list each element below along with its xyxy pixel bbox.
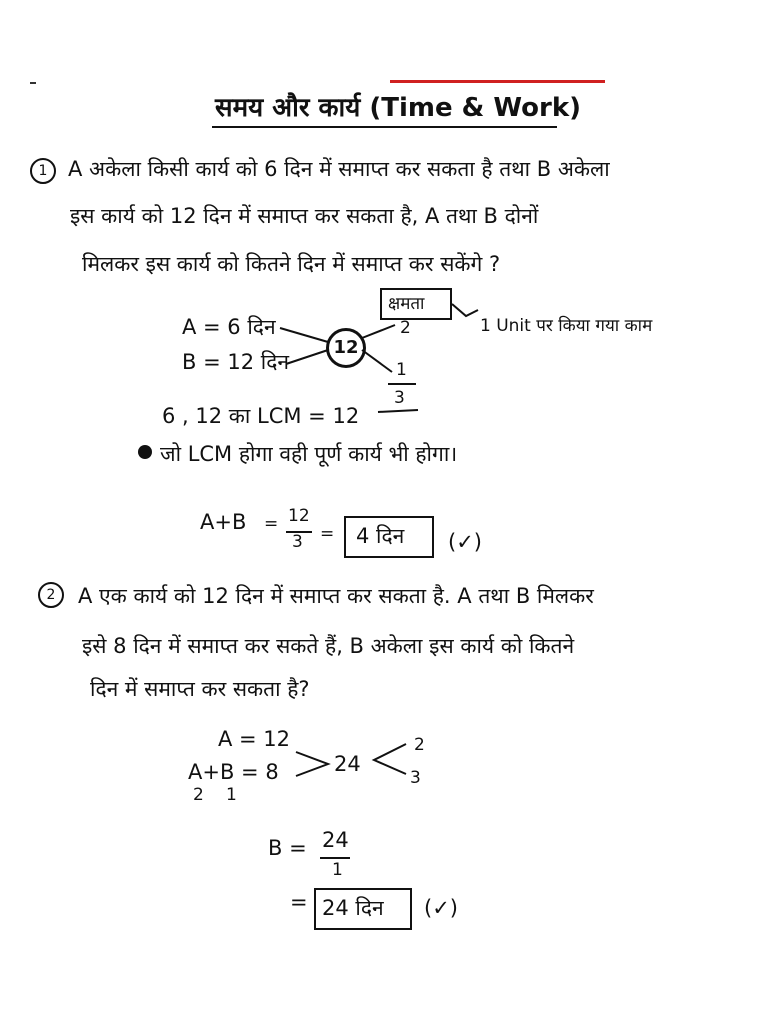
q1-eq-2: = [320,524,335,544]
q1-a-days: A = 6 दिन [182,315,276,339]
q1-answer: 4 दिन [356,524,405,548]
q2-less-than [374,744,406,774]
q2-answer: 24 दिन [322,896,384,920]
q1-lcm-circle: 12 [326,328,366,368]
q2-line-3: दिन में समाप्त कर सकता है? [90,677,310,701]
q2-eq: = [290,890,308,914]
q2-ab-line: A+B = 8 [188,760,279,784]
q2-cap-ab: 3 [410,768,421,788]
q1-line-1: A अकेला किसी कार्य को 6 दिन में समाप्त कर सकता है तथा B अकेला [68,157,610,181]
q1-a-connector [280,328,328,342]
q1-a-branch [362,325,395,338]
q2-lcm: 24 [334,752,361,776]
capacity-note: 1 Unit पर किया गया काम [480,316,653,336]
q2-line-2: इसे 8 दिन में समाप्त कर सकते हैं, B अकेला इस कार्य को कितने [82,634,575,658]
q1-b-connector [286,350,328,364]
q1-sum-den: 3 [292,532,303,552]
q2-b-label: B = [268,836,307,860]
q2-line-1: A एक कार्य को 12 दिन में समाप्त कर सकता है. A तथा B मिलकर [78,584,594,608]
q2-answer-mark: (✓) [424,896,458,920]
question-2-number: 2 [38,582,64,608]
q2-b-num: 24 [322,828,349,852]
q1-b-days: B = 12 दिन [182,350,289,374]
capacity-arrow [452,304,478,316]
q2-a-line: A = 12 [218,727,291,751]
q1-line-3: मिलकर इस कार्य को कितने दिन में समाप्त कर सकेंगे ? [82,252,501,276]
q1-lcm-underline [378,410,418,412]
q1-answer-mark: (✓) [448,530,482,554]
q2-greater-than [296,752,328,776]
capacity-label: क्षमता [388,294,425,314]
q1-line-2: इस कार्य को 12 दिन में समाप्त कर सकता है, A तथा B दोनों [70,204,539,228]
q2-b-den: 1 [332,860,343,880]
q1-b-capacity-num: 1 [396,360,407,380]
q2-ab-sub-1: 2 [193,785,204,805]
q1-sum-label: A+B [200,510,247,534]
q2-cap-a: 2 [414,735,425,755]
q1-eq: = [264,514,279,534]
q1-note: जो LCM होगा वही पूर्ण कार्य भी होगा। [160,442,458,466]
q1-sum-num: 12 [288,506,310,526]
q1-a-capacity: 2 [400,318,411,338]
q1-lcm-line: 6 , 12 का LCM = 12 [162,404,360,428]
question-1-number: 1 [30,158,56,184]
q1-b-branch [362,350,392,372]
q1-b-capacity-den: 3 [394,388,405,408]
q2-ab-sub-2: 1 [226,785,237,805]
page-title: समय और कार्य (Time & Work) [215,93,582,123]
